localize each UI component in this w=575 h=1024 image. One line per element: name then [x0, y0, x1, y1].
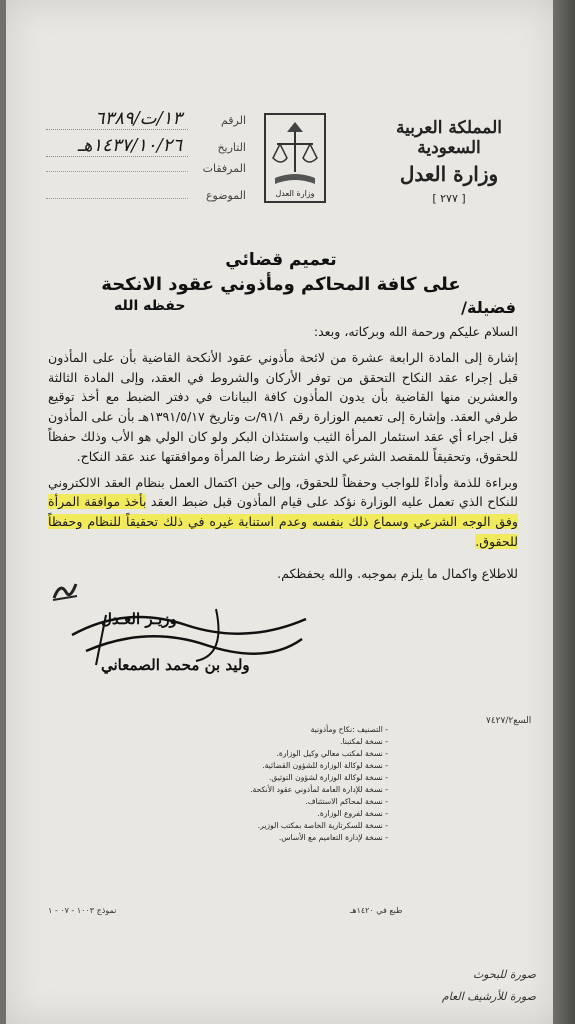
closing-line: للاطلاع واكمال ما يلزم بموجبه. والله يحفظكم.: [277, 566, 518, 581]
distribution-list: [158, 724, 388, 844]
field-date-label: التاريخ: [217, 141, 246, 154]
list-item: - نسخة لوكالة الوزارة للشؤون القضائية.: [262, 761, 388, 770]
field-subject-label: الموضوع: [205, 189, 246, 202]
highlighted-text: بأخذ موافقة المرأة وفق الوجه الشرعي وسماع ذلك بنفسه وعدم استنابة غيره في ذلك تحقيقاً للنظام وحفظاً للحقوق.: [48, 494, 518, 549]
signatory-title: وزيـر العـدل: [101, 610, 177, 628]
list-item: - التصنيف :نكاح ومأذونية: [310, 725, 388, 734]
list-item: - نسخة لمكتبنا.: [340, 737, 388, 746]
ministry-name: وزارة العدل: [399, 162, 499, 186]
signatory-name: وليد بن محمد الصمعاني: [101, 656, 250, 674]
list-item: - نسخة لمكتب معالي وكيل الوزارة.: [276, 749, 388, 758]
form-code: نموذج ١٠٠٣ - ٠٧ - ١: [48, 906, 117, 915]
list-item: - نسخة للإدارة العامة لمأذوني عقود الأنكحة.: [250, 785, 388, 794]
letter-body: [48, 322, 518, 558]
list-item: - نسخة لوكالة الوزارة لشؤون التوثيق.: [268, 773, 388, 782]
body-paragraph-1: إشارة إلى المادة الرابعة عشرة من لائحة مأذوني عقود الأنكحة القاضية بأن على المأذون قبل إجراء عقد النكاح التحقق من توفر الأركان والشروط في العقد، وإلى المادة الثالثة والعشرين منها القاضية بأن يدون المأذون كافة البيانات في دفتر الضبط مع أخذ توقيع طرفي العقد. وإشارة إلى تعميم الوزارة رقم ٩١/١/ت وتاريخ ١٣٩١/٥/١٧هـ بأن على المأذون قبل اجراء أي عقد استئمار المرأة الثيب واستئذان البكر ولو كان الولي هو الأب وذلك حفظاً للحقوق، وتحقيقاً للمقصد الشرعي الذي اشترط رضا المرأة وموافقتها عند عقد النكاح.: [48, 349, 518, 464]
body-paragraph-2: [48, 473, 518, 552]
letter-metadata: [46, 108, 246, 216]
greeting: السلام عليكم ورحمة الله وبركاته، وبعد:: [313, 324, 518, 339]
letterhead-ministry: [364, 118, 534, 205]
field-number-label: الرقم: [220, 114, 246, 127]
kingdom-name: المملكة العربية السعودية: [395, 118, 503, 158]
copy-research: صورة للبحوث: [472, 968, 536, 981]
circular-title: تعميم قضائي: [225, 250, 337, 270]
print-note: طبع في ١٤٢٠هـ: [350, 906, 403, 915]
field-subject-value: [46, 198, 188, 199]
field-attachments-value: [46, 171, 188, 172]
body-paragraph-2-text: وبراءة للذمة وأداءً للواجب وحفظاً للحقوق، وإلى حين اكتمال العمل بنظام العقد الالكتروني للنكاح الذي تعمل عليه الوزارة نؤكد على قيام المأذون قبل ضبط العقد: [48, 474, 518, 510]
field-number: [46, 108, 246, 135]
honorific: حفظه الله: [114, 298, 186, 314]
background-edge: [553, 0, 575, 1024]
salutation: فضيلة/: [461, 298, 516, 317]
circular-recipients: على كافة المحاكم ومأذوني عقود الانكحة: [101, 274, 461, 295]
emblem-caption: وزارة العدل: [275, 189, 315, 198]
field-number-value: ١٣/ت/٦٣٨٩: [46, 108, 188, 130]
field-subject: [46, 189, 246, 216]
field-attachments-label: المرفقات: [202, 162, 246, 175]
document-code: [ ٢٧٧ ]: [432, 192, 466, 205]
list-item: - نسخة للسكرتارية الخاصة بمكتب الوزير.: [257, 821, 388, 830]
copy-archive: صورة للأرشيف العام: [441, 990, 536, 1003]
list-item: - نسخة لإدارة التعاميم مع الأساس.: [278, 833, 388, 842]
ministry-emblem-icon: [263, 112, 327, 204]
field-date-value: ١٤٣٧/١٠/٢٦هـ: [46, 135, 188, 157]
document-page: [6, 0, 556, 1024]
list-item: - نسخة لفروع الوزارة.: [317, 809, 388, 818]
field-date: [46, 135, 246, 162]
field-attachments: [46, 162, 246, 189]
list-item: - نسخة لمحاكم الاستئناف.: [305, 797, 388, 806]
reference-number: السع٧٤٢٧/٢: [486, 716, 532, 726]
